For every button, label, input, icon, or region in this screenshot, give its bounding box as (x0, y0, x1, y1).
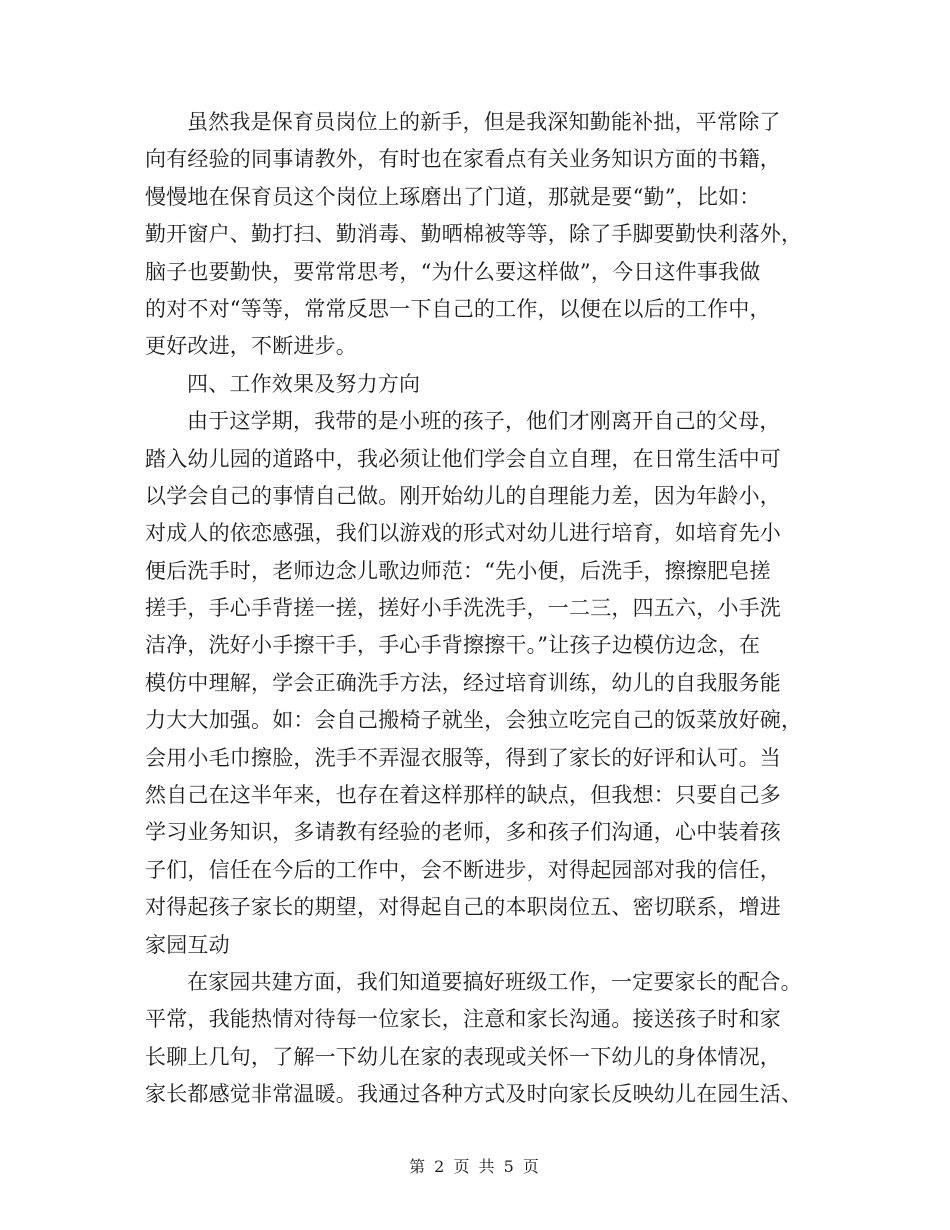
text-line: 力大大加强。如：会自己搬椅子就坐，会独立吃完自己的饭菜放好碗， (145, 708, 803, 733)
text-line: 平常，我能热情对待每一位家长，注意和家长沟通。接送孩子时和家 (145, 1007, 781, 1032)
text-line: 搓手，手心手背搓一搓，搓好小手洗洗手，一二三，四五六，小手洗 (145, 596, 781, 621)
text-line: 洁净，洗好小手擦干手，手心手背擦擦干。”让孩子边模仿边念，在 (145, 633, 761, 658)
text-line: 踏入幼儿园的道路中，我必须让他们学会自立自理，在日常生活中可 (145, 446, 781, 471)
text-line: 脑子也要勤快，要常常思考，“为什么要这样做”，今日这件事我做 (145, 259, 761, 284)
text-line: 对成人的依恋感强，我们以游戏的形式对幼儿进行培育，如培育先小 (145, 521, 781, 546)
text-line: 由于这学期，我带的是小班的孩子，他们才刚离开自己的父母， (187, 409, 781, 434)
page-number-footer: 第 2 页 共 5 页 (409, 1157, 541, 1176)
text-line: 对得起孩子家长的期望，对得起自己的本职岗位五、密切联系，增进 (145, 895, 781, 920)
text-line: 勤开窗户、勤打扫、勤消毒、勤晒棉被等等，除了手脚要勤快利落外， (145, 222, 803, 247)
text-line: 虽然我是保育员岗位上的新手，但是我深知勤能补拙，平常除了 (187, 110, 781, 134)
text-line: 然自己在这半年来，也存在着这样那样的缺点，但我想：只要自己多 (145, 783, 781, 808)
text-line: 向有经验的同事请教外，有时也在家看点有关业务知识方面的书籍， (145, 147, 781, 172)
text-line: 以学会自己的事情自己做。刚开始幼儿的自理能力差，因为年龄小， (145, 483, 781, 508)
text-line: 家园互动 (145, 932, 230, 957)
text-line: 在家园共建方面，我们知道要搞好班级工作，一定要家长的配合。 (187, 969, 802, 994)
text-line: 长聊上几句，了解一下幼儿在家的表现或关怀一下幼儿的身体情况， (145, 1044, 781, 1069)
text-line: 便后洗手时，老师边念儿歌边师范：“先小便，后洗手，擦擦肥皂搓 (145, 558, 771, 583)
text-line: 家长都感觉非常温暖。我通过各种方式及时向家长反映幼儿在园生活、 (145, 1082, 803, 1107)
text-line: 更好改进，不断进步。 (145, 334, 357, 359)
text-line: 学习业务知识，多请教有经验的老师，多和孩子们沟通，心中装着孩 (145, 820, 781, 845)
text-line: 子们，信任在今后的工作中，会不断进步，对得起园部对我的信任， (145, 857, 781, 882)
text-line: 四、工作效果及努力方向 (187, 371, 421, 396)
text-line: 会用小毛巾擦脸，洗手不弄湿衣服等，得到了家长的好评和认可。当 (145, 745, 781, 770)
text-line: 慢慢地在保育员这个岗位上琢磨出了门道，那就是要“勤”，比如： (145, 184, 761, 209)
document-body (145, 104, 815, 1114)
text-line: 模仿中理解，学会正确洗手方法，经过培育训练，幼儿的自我服务能 (145, 670, 781, 695)
text-line: 的对不对“等等，常常反思一下自己的工作，以便在以后的工作中， (145, 296, 771, 321)
